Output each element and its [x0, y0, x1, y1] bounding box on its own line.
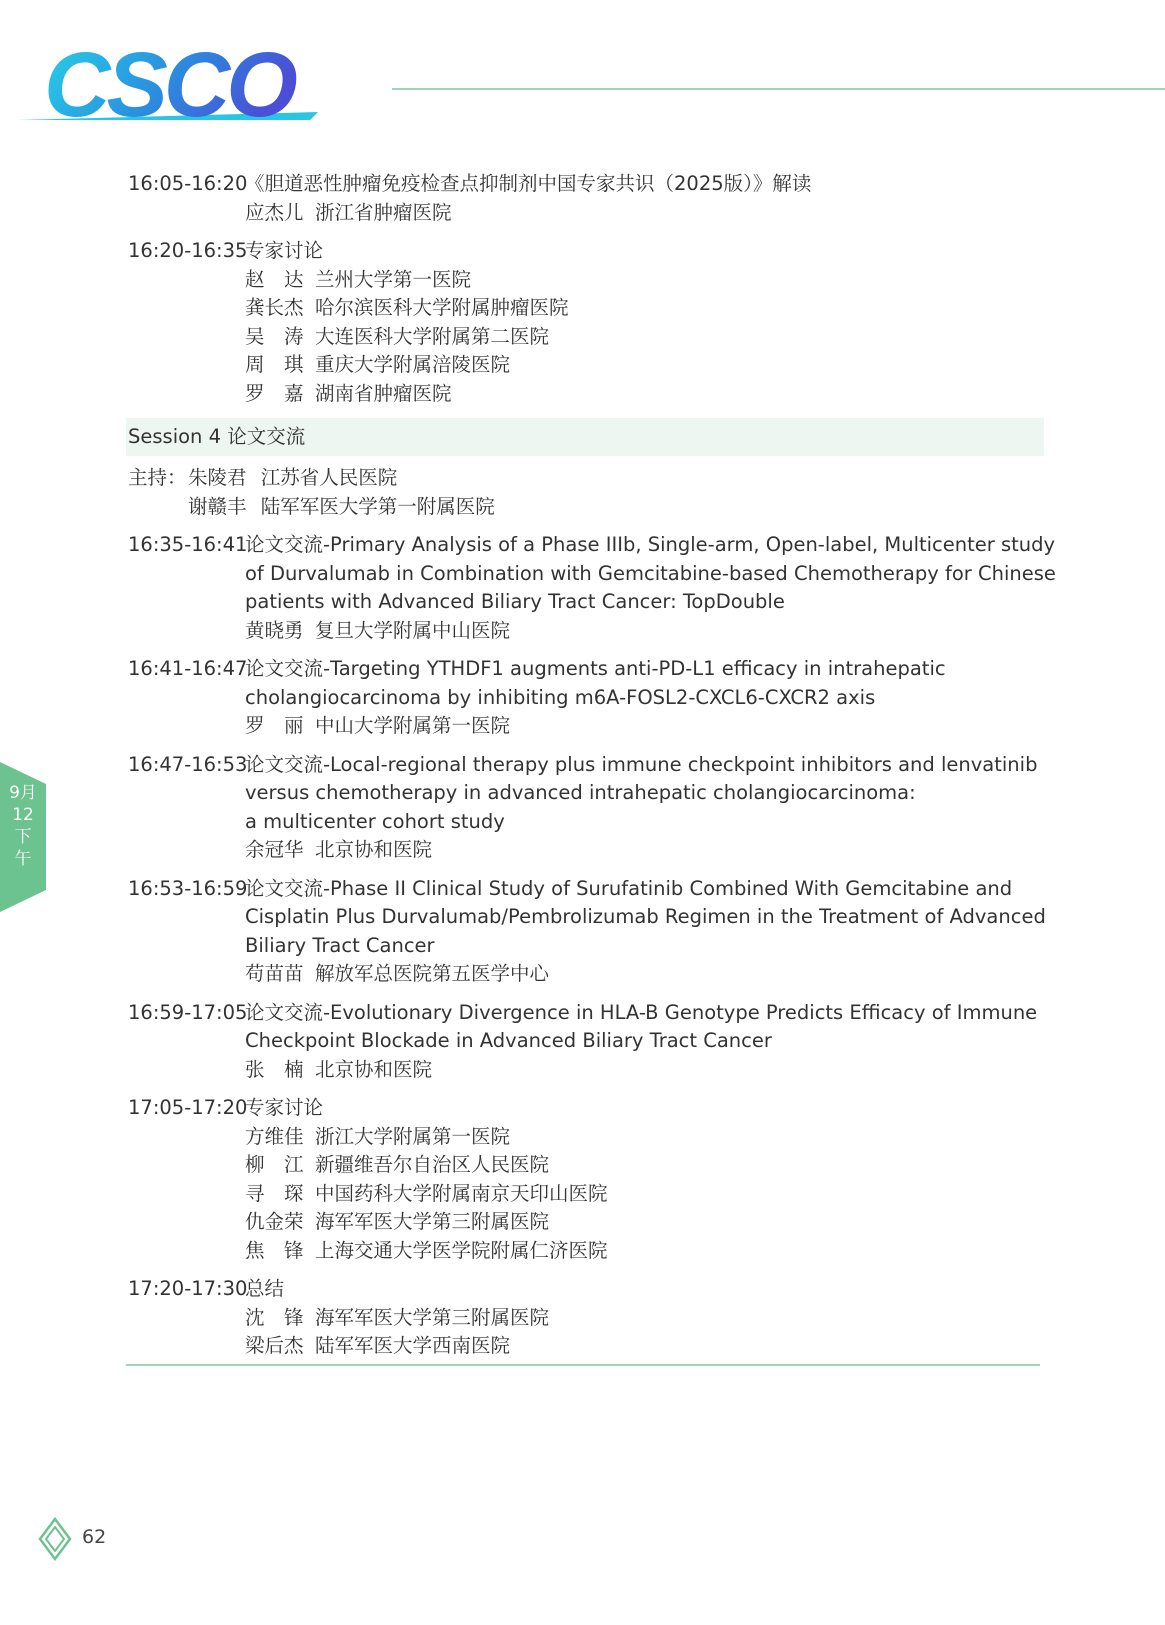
- speaker-org: 复旦大学附属中山医院: [315, 618, 511, 642]
- agenda-title-line: a multicenter cohort study: [245, 809, 505, 833]
- speaker: [245, 1180, 1040, 1209]
- agenda-item: [128, 999, 1040, 1085]
- host-org: 江苏省人民医院: [260, 466, 398, 489]
- speaker-org: 重庆大学附属涪陵医院: [315, 353, 511, 376]
- speaker-org: 解放军总医院第五医学中心: [315, 962, 550, 985]
- agenda-title-line: Cisplatin Plus Durvalumab/Pembrolizumab Regimen in the Treatment of Advanced: [245, 905, 1046, 928]
- speaker-name: 仇金荣: [245, 1210, 304, 1233]
- agenda-title-line: of Durvalumab in Combination with Gemcitabine-based Chemotherapy for Chinese: [245, 561, 1056, 585]
- agenda-time: 16:47-16:53: [128, 752, 248, 776]
- speaker-org: 北京协和医院: [315, 838, 433, 861]
- speaker-org: 哈尔滨医科大学附属肿瘤医院: [315, 296, 569, 319]
- speaker-org: 海军军医大学第三附属医院: [315, 1305, 550, 1329]
- agenda: [128, 170, 1056, 1371]
- speaker-name: 吴 涛: [245, 324, 304, 348]
- agenda-title-line: 论文交流-Primary Analysis of a Phase IIIb, Single-arm, Open-label, Multicenter study: [245, 533, 1056, 556]
- speaker-org: 兰州大学第一医院: [315, 267, 472, 291]
- speaker-org: 陆军军医大学西南医院: [315, 1334, 511, 1357]
- diamond-icon: [38, 1517, 72, 1561]
- agenda-item: [128, 1275, 1040, 1361]
- speaker: [245, 380, 1040, 409]
- svg-text:CSCO: CSCO: [44, 44, 294, 132]
- speaker-name: 罗 嘉: [245, 381, 304, 405]
- agenda-title-line: 论文交流-Targeting YTHDF1 augments anti-PD-L1 efficacy in intrahepatic: [245, 657, 946, 680]
- speaker-org: 浙江省肿瘤医院: [315, 200, 452, 224]
- agenda-title-line: 总结: [245, 1277, 285, 1300]
- speaker-name: 张 楠: [245, 1057, 304, 1081]
- agenda-time: 17:20-17:30: [128, 1277, 248, 1300]
- speaker-org: 海军军医大学第三附属医院: [315, 1210, 550, 1233]
- speaker-name: 赵 达: [245, 267, 304, 291]
- header-rule: [392, 88, 1165, 90]
- speaker: [245, 1332, 1040, 1361]
- speaker: [245, 1151, 1040, 1180]
- agenda-time: 16:41-16:47: [128, 657, 248, 680]
- speaker: [245, 1208, 1040, 1237]
- agenda-time: 16:20-16:35: [128, 239, 248, 262]
- speaker-name: 应杰儿: [245, 200, 304, 224]
- speaker-name: 周 琪: [245, 353, 304, 376]
- agenda-title-line: 论文交流-Local-regional therapy plus immune checkpoint inhibitors and lenvatinib: [245, 752, 1038, 776]
- agenda-title-line: 论文交流-Phase II Clinical Study of Surufatinib Combined With Gemcitabine and: [245, 876, 1013, 900]
- speaker-name: 焦 锋: [245, 1238, 304, 1262]
- speaker-name: 沈 锋: [245, 1305, 304, 1329]
- speaker: [245, 323, 1040, 352]
- speaker: [245, 617, 1040, 646]
- speaker: [245, 199, 1040, 228]
- agenda-item: [128, 1094, 1040, 1265]
- speaker-name: 罗 丽: [245, 714, 304, 737]
- agenda-title-line: 专家讨论: [245, 239, 324, 262]
- agenda-title-line: patients with Advanced Biliary Tract Cancer: TopDouble: [245, 590, 785, 613]
- speaker-name: 苟苗苗: [245, 962, 304, 985]
- agenda-item: [128, 531, 1056, 645]
- speaker: [245, 836, 1040, 865]
- speaker-name: 梁后杰: [245, 1334, 304, 1357]
- speaker: [245, 266, 1040, 295]
- agenda-title-line: versus chemotherapy in advanced intrahepatic cholangiocarcinoma:: [245, 781, 916, 804]
- speaker: [245, 294, 1040, 323]
- host-label: 主持：: [128, 466, 187, 489]
- agenda-time: 17:05-17:20: [128, 1096, 248, 1119]
- speaker: [245, 712, 1040, 741]
- speaker: [245, 1237, 1040, 1266]
- speaker-org: 新疆维吾尔自治区人民医院: [315, 1153, 550, 1176]
- speaker: [245, 1123, 1040, 1152]
- agenda-title-line: cholangiocarcinoma by inhibiting m6A-FOSL2-CXCL6-CXCR2 axis: [245, 685, 876, 709]
- csco-logo: [18, 44, 358, 132]
- agenda-item: [128, 237, 1040, 408]
- agenda-title-line: Checkpoint Blockade in Advanced Biliary Tract Cancer: [245, 1029, 772, 1052]
- agenda-title-line: Biliary Tract Cancer: [245, 933, 435, 957]
- agenda-time: 16:35-16:41: [128, 533, 248, 556]
- footer-rule: [126, 1364, 1040, 1366]
- agenda-time: 16:05-16:20: [128, 172, 248, 195]
- agenda-session-items: [128, 531, 1056, 1361]
- speaker-name: 寻 琛: [245, 1181, 304, 1205]
- date-side-tab-label: 9月12下午: [9, 783, 37, 869]
- agenda-item: [128, 170, 1040, 227]
- session-title-bar: [126, 418, 1044, 456]
- session-title: Session 4 论文交流: [128, 425, 306, 448]
- host-org: 陆军军医大学第一附属医院: [260, 494, 495, 518]
- speaker-org: 中国药科大学附属南京天印山医院: [315, 1181, 608, 1205]
- speaker-org: 湖南省肿瘤医院: [315, 381, 452, 405]
- speaker-org: 浙江大学附属第一医院: [315, 1124, 511, 1148]
- agenda-title-line: 论文交流-Evolutionary Divergence in HLA-B Genotype Predicts Efficacy of Immune: [245, 1000, 1038, 1024]
- speaker: [245, 351, 1040, 380]
- agenda-time: 16:53-16:59: [128, 876, 248, 900]
- agenda-item: [128, 751, 1040, 865]
- speaker-name: 方维佳: [245, 1124, 304, 1148]
- page-number: 62: [82, 1526, 107, 1548]
- speaker-name: 柳 江: [245, 1153, 304, 1176]
- agenda-top-items: [128, 170, 1040, 408]
- speaker: [245, 1304, 1040, 1333]
- host-name: 谢赣丰: [188, 494, 247, 518]
- host-name: 朱陵君: [188, 466, 247, 489]
- speaker: [245, 1056, 1040, 1085]
- speaker-org: 上海交通大学医学院附属仁济医院: [315, 1238, 608, 1262]
- speaker-org: 中山大学附属第一医院: [315, 714, 511, 737]
- agenda-title-line: 专家讨论: [245, 1096, 324, 1119]
- agenda-item: [128, 875, 1046, 989]
- speaker-org: 北京协和医院: [315, 1057, 433, 1081]
- agenda-title-line: 《胆道恶性肿瘤免疫检查点抑制剂中国专家共识（2025版）》解读: [245, 172, 812, 195]
- speaker-name: 余冠华: [245, 838, 304, 861]
- speaker: [245, 960, 1040, 989]
- speaker-org: 大连医科大学附属第二医院: [315, 324, 550, 348]
- agenda-time: 16:59-17:05: [128, 1000, 248, 1024]
- agenda-item: [128, 655, 1040, 741]
- session-hosts: [128, 464, 1040, 521]
- speaker-name: 黄晓勇: [245, 618, 304, 642]
- speaker-name: 龚长杰: [245, 296, 304, 319]
